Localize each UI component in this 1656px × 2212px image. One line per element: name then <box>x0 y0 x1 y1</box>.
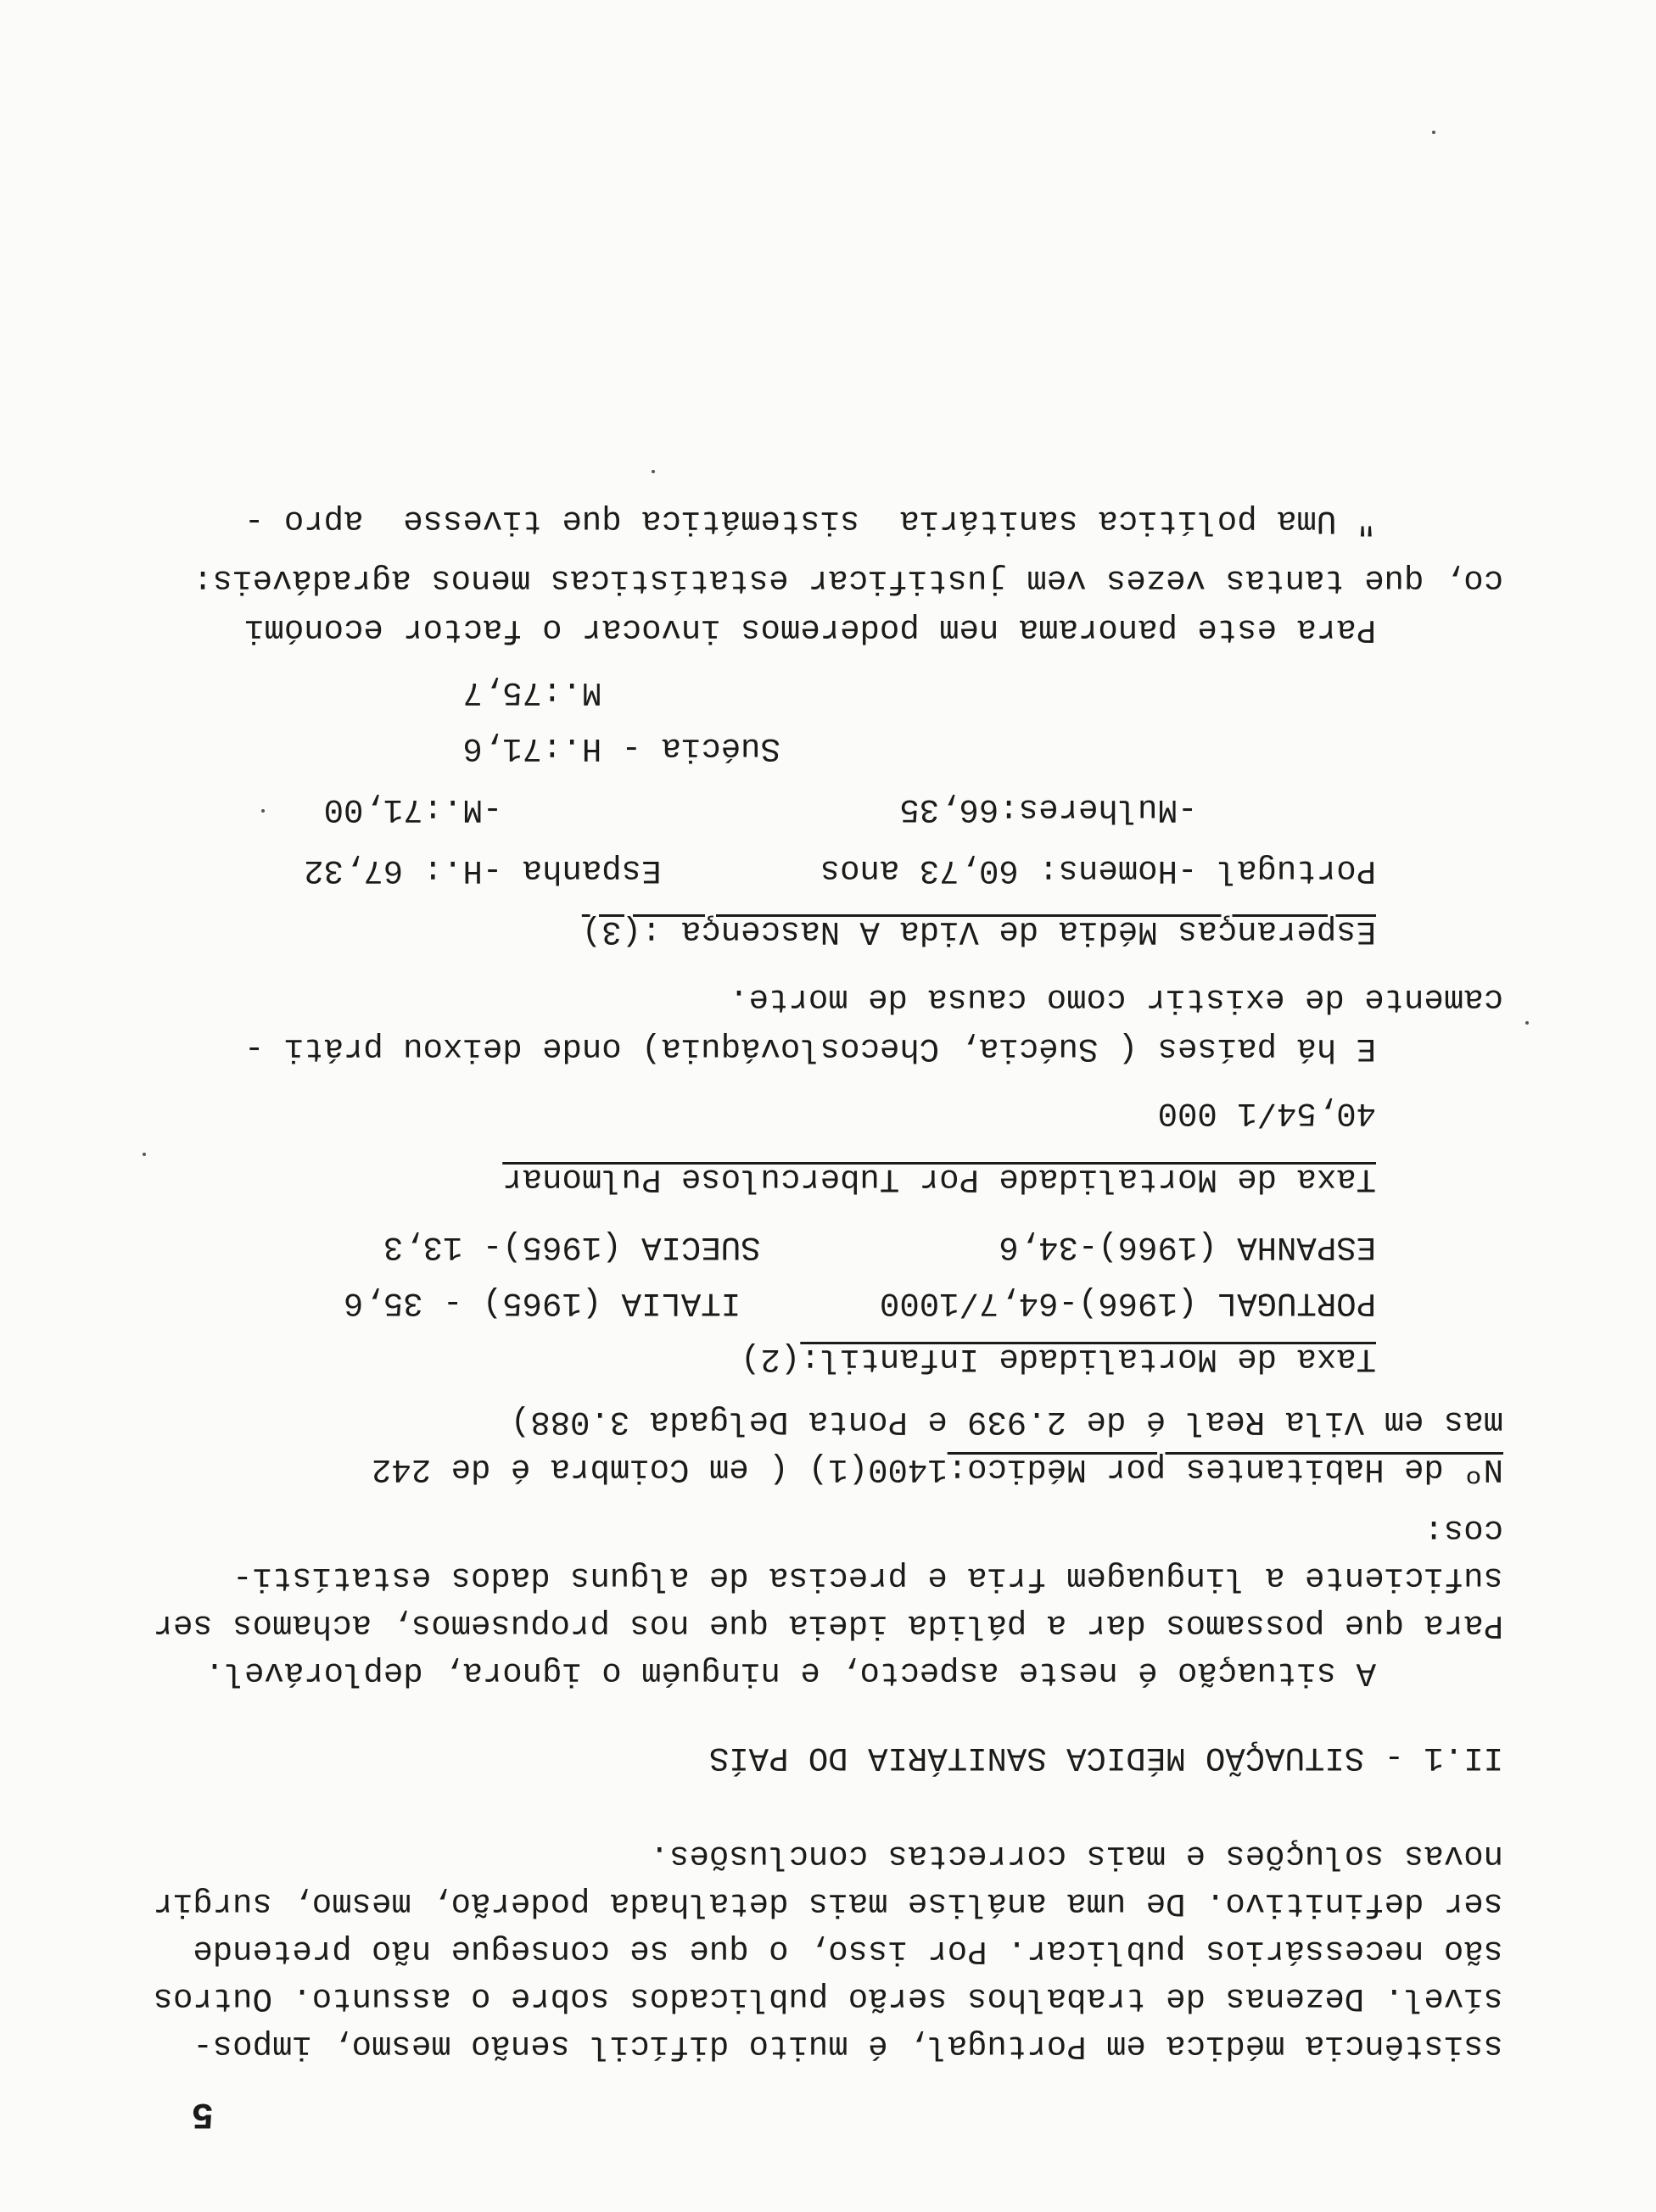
tb-mortality-value: 40,54/1 000 <box>1157 1094 1376 1131</box>
scan-speck <box>652 470 655 473</box>
intro-line: ssistência médica em Portugal, é muito difícil senão mesmo, impos- <box>193 2027 1503 2064</box>
intro-line: ser definitivo. De uma análise mais detalhada poderão, mesmo, surgir <box>153 1885 1503 1922</box>
paragraph-situation: A situação é neste aspecto, e ninguém o ignora, deplorável. <box>204 1654 1376 1691</box>
life-expectancy-label: Esperanças Média de Vida A Nascença :(3) <box>581 913 1376 950</box>
page-number: 5 <box>191 2092 214 2135</box>
habitantes-value: 1400(1) ( em Coimbra é de 242 <box>371 1450 948 1488</box>
scan-speck <box>1432 131 1435 134</box>
scan-speck <box>1525 1021 1529 1025</box>
paragraph-line: cos: <box>1424 1511 1503 1549</box>
intro-line: sível. Dezenas de trabalhos serão publicados sobre o assunto. Outros <box>153 1980 1503 2017</box>
tb-text-line: camente de existir como causa de morte. <box>729 980 1503 1018</box>
life-expectancy-row: M.:75,7 <box>462 673 1376 711</box>
section-heading: II.1 - SITUAÇÃO MÉDICA SANITÁRIA DO PAÍS <box>708 1739 1503 1776</box>
scan-speck <box>143 1153 146 1156</box>
life-expectancy-row: Portugal -Homens: 60,73 anos Espanha -H.: 67,32 <box>304 852 1376 889</box>
infant-mortality-row: PORTUGAL (1966)-64,7/1000 ITALIA (1965) - 35,6 <box>344 1284 1376 1321</box>
life-expectancy-row: Suécia - H.:71,6 <box>462 729 1376 767</box>
paragraph-line: suficiente a linguagem fria e precisa de alguns dados estatísti- <box>232 1559 1503 1596</box>
closing-line: " Uma política sanitária sistemática que tivesse apro - <box>243 502 1376 539</box>
infant-mortality-row: ESPANHA (1966)-34,6 SUECIA (1965)- 13,3 <box>383 1228 1376 1265</box>
closing-line: co, que tantas vezes vem justificar estatísticas menos agradáveis: <box>193 561 1503 599</box>
closing-line: Para este panorama nem poderemos invocar o factor económi <box>243 611 1376 648</box>
infant-mortality-label: Taxa de Mortalidade Infantil: <box>800 1340 1376 1377</box>
habitantes-line <box>372 1447 1503 1491</box>
infant-mortality-ref: (2) <box>741 1340 801 1377</box>
scan-speck <box>261 809 265 813</box>
habitantes-continuation: mas em Vila Real é de 2.939 e Ponta Delgada 3.088) <box>510 1403 1503 1440</box>
life-expectancy-row: -Mulheres:66,35 -M.:71,00 <box>323 790 1376 828</box>
paragraph-line: Para que possamos dar a pálida ideia que nos propusemos, achamos ser <box>153 1606 1503 1644</box>
tb-text-line: E há países ( Suécia, Checoslováquia) onde deixou práti - <box>243 1030 1376 1067</box>
intro-line: novas soluções e mais correctas conclusões. <box>649 1837 1503 1874</box>
tb-mortality-label: Taxa de Mortalidade Por Tuberculose Pulmonar <box>502 1160 1376 1198</box>
habitantes-label: Nº de Habitantes por Médico: <box>947 1450 1503 1488</box>
infant-mortality-heading <box>741 1337 1376 1381</box>
intro-line: são necessários publicar. Por isso, o que se consegue não pretende <box>193 1932 1503 1969</box>
